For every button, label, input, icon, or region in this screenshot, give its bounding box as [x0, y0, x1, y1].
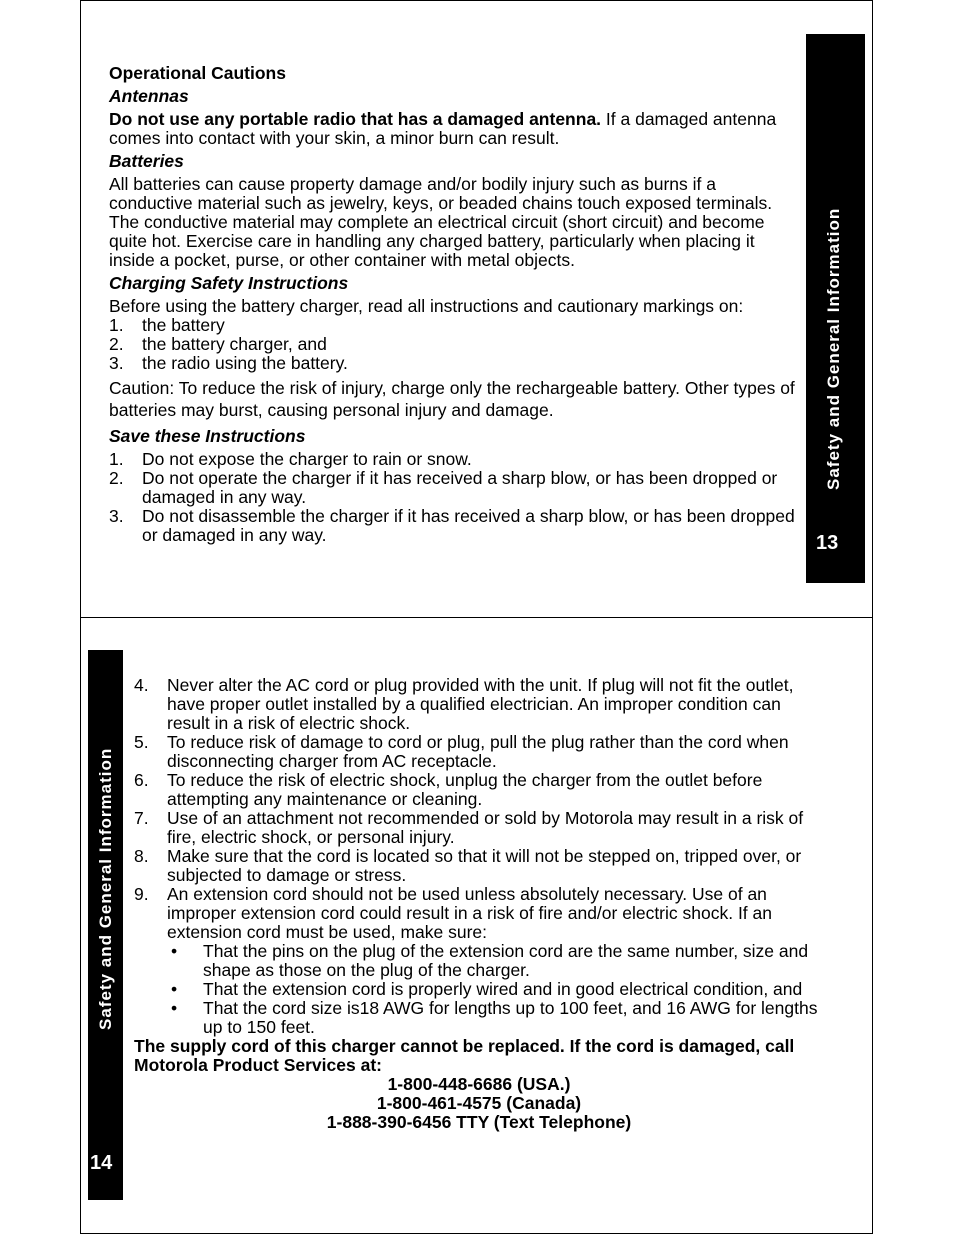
side-tab-page-14: [88, 650, 123, 1200]
charging-subheading: Charging Safety Instructions: [109, 273, 349, 293]
list-item: 4. Never alter the AC cord or plug provided with the unit. If plug will not fit the outlet, have proper outlet installed by a qualified electrician. An improper condition can result in a risk of electric shock.: [134, 675, 794, 733]
caution-paragraph: Caution: To reduce the risk of injury, charge only the rechargeable battery. Other types of batteries may burst, causing personal injury and damage.: [109, 378, 795, 420]
list-item: 7. Use of an attachment not recommended or sold by Motorola may result in a risk of fire, electric shock, or personal injury.: [134, 808, 804, 847]
charging-intro: Before using the battery charger, read all instructions and cautionary markings on:: [109, 296, 744, 316]
list-item: 6. To reduce the risk of electric shock, unplug the charger from the outlet before attempting any maintenance or cleaning.: [134, 770, 763, 809]
section-heading: Operational Cautions: [109, 63, 286, 83]
batteries-subheading: Batteries: [109, 151, 184, 171]
bullet-item: • That the extension cord is properly wired and in good electrical condition, and: [171, 979, 803, 999]
antennas-paragraph: [109, 110, 799, 148]
list-item: 2. Do not operate the charger if it has received a sharp blow, or has been dropped or damaged in any way.: [109, 468, 778, 507]
bullet-item: • That the pins on the plug of the extension cord are the same number, size and shape as those on the plug of the charger.: [171, 941, 809, 980]
page-number: 13: [816, 532, 839, 554]
top-page-content: [109, 64, 799, 545]
list-item: 3. Do not disassemble the charger if it has received a sharp blow, or has been dropped or damaged in any way.: [109, 506, 795, 545]
phone-tty: 1-888-390-6456 TTY (Text Telephone): [326, 1112, 632, 1132]
side-tab-page-13: [806, 34, 865, 583]
side-tab-title: Safety and General Information: [824, 207, 843, 490]
side-tab-title: Safety and General Information: [96, 747, 115, 1030]
page-number: 14: [90, 1152, 113, 1174]
list-item: 2. the battery charger, and: [109, 334, 327, 354]
antennas-subheading: Antennas: [109, 86, 189, 106]
list-item: 1. Do not expose the charger to rain or snow.: [109, 449, 472, 469]
phone-canada: 1-800-461-4575 (Canada): [376, 1093, 582, 1113]
list-item: 5. To reduce risk of damage to cord or plug, pull the plug rather than the cord when disconnecting charger from AC receptacle.: [134, 732, 789, 771]
batteries-paragraph: All batteries can cause property damage and/or bodily injury such as burns if a conductive material such as jewelry, keys, or beaded chains touch exposed terminals. The conductive material may complete an electrical circuit (short circuit) and become quite hot. Exercise care in handling any charged battery, particularly when placing it inside a pocket, purse, or other container with metal objects.: [109, 174, 773, 270]
list-item: 8. Make sure that the cord is located so that it will not be stepped on, tripped over, or subjected to damage or stress.: [134, 846, 802, 885]
supply-cord-notice: The supply cord of this charger cannot be replaced. If the cord is damaged, call Motorola Product Services at:: [134, 1036, 795, 1075]
list-item: 9. An extension cord should not be used unless absolutely necessary. Use of an improper extension cord could result in a risk of fire and/or electric shock. If an extension cord must be used, make sure:: [134, 884, 772, 942]
antennas-warning: Do not use any portable radio that has a damaged antenna.: [109, 109, 602, 129]
bullet-item: • That the cord size is18 AWG for lengths up to 100 feet, and 16 AWG for lengths up to 150 feet.: [171, 998, 818, 1037]
bottom-page-content: [134, 676, 824, 1132]
antennas-text: If a damaged antenna comes into contact with your skin, a minor burn can result.: [109, 109, 777, 148]
list-item: 1. the battery: [109, 315, 225, 335]
save-subheading: Save these Instructions: [109, 426, 306, 446]
list-item: 3. the radio using the battery.: [109, 353, 348, 373]
page-divider: [80, 617, 873, 618]
phone-usa: 1-800-448-6686 (USA.): [387, 1074, 571, 1094]
